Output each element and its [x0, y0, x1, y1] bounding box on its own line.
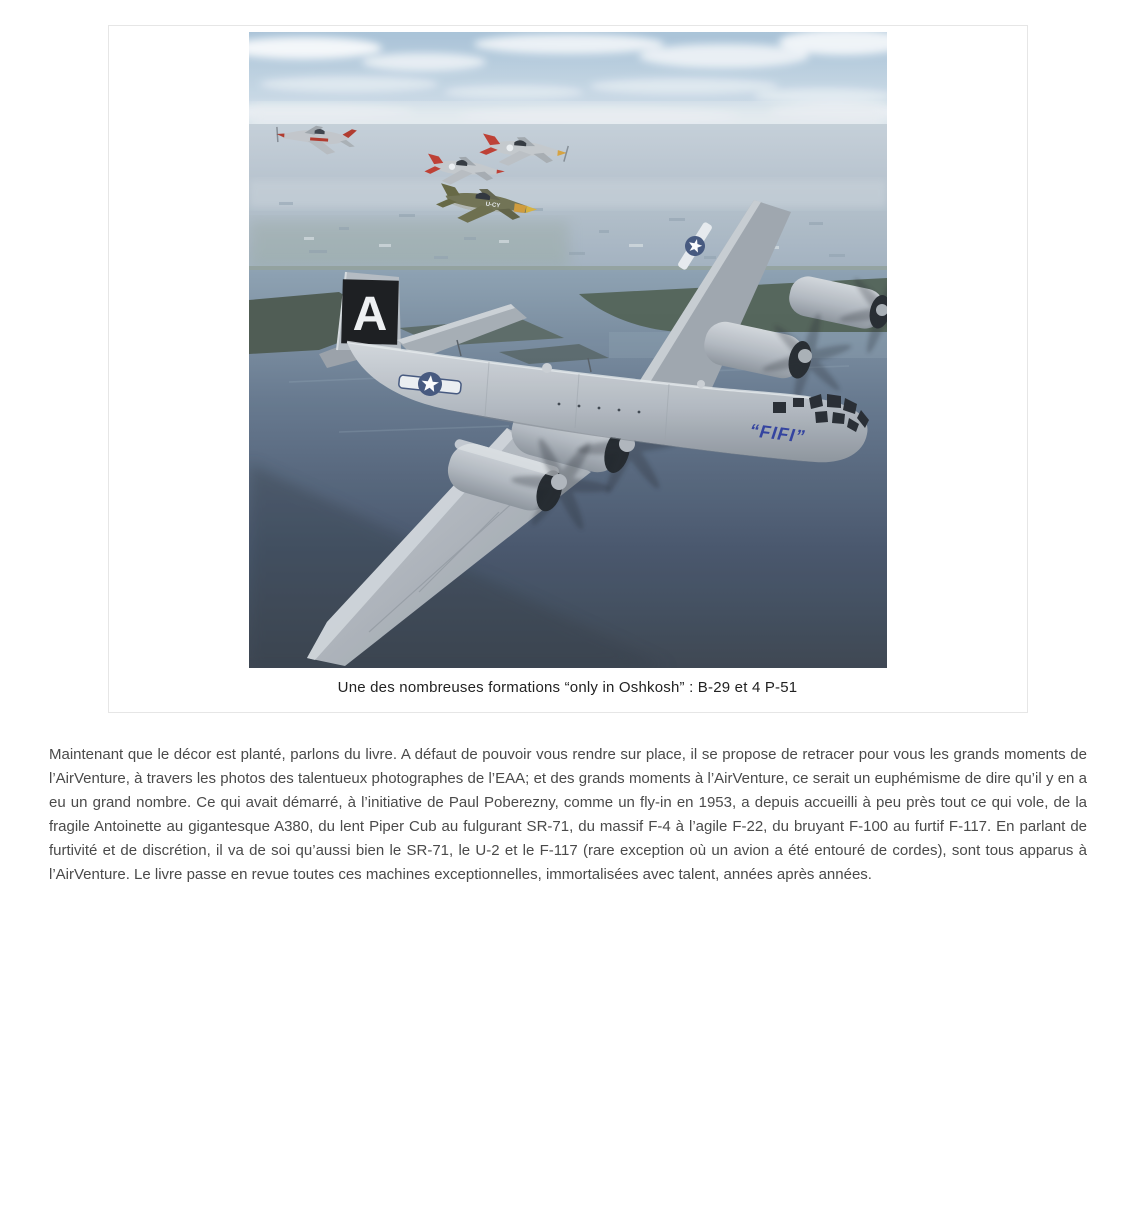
- b29-formation-photo: [249, 32, 887, 668]
- article-body: [49, 743, 1087, 887]
- figure-caption: Une des nombreuses formations “only in Oshkosh” : B-29 et 4 P-51: [337, 679, 798, 696]
- article-paragraph: Maintenant que le décor est planté, parlons du livre. A défaut de pouvoir vous rendre sur place, il se propose de retracer pour vous les grands moments de l’AirVenture, à travers les photos des talentueux photographes de l’EAA; et des grands moments à l’AirVenture, ce serait un euphémisme de dire qu’il y en a eu un grand nombre. Ce qui avait démarré, à l’initiative de Paul Poberezny, comme un fly-in en 1953, a depuis accueilli à peu près tout ce qui vole, de la fragile Antoinette au gigantesque A380, du lent Piper Cub au fulgurant SR-71, du massif F-4 à l’agile F-22, du bruyant F-100 au furtif F-117. En parlant de furtivité et de discrétion, il va de soi qu’aussi bien le SR-71, le U-2 et le F-117 (rare exception où un avion a été entouré de cordes), sont tous apparus à l’AirVenture. Le livre passe en revue toutes ces machines exceptionnelles, immortalisées avec talent, années après années.: [49, 746, 1087, 883]
- b29-nose-name: “FIFI”: [748, 420, 807, 447]
- b29-tail-letter: A: [352, 288, 387, 341]
- figure-box: [108, 25, 1028, 713]
- photo-tint-overlay: [249, 32, 887, 668]
- p51-fuselage-marking: U-CY: [484, 201, 500, 210]
